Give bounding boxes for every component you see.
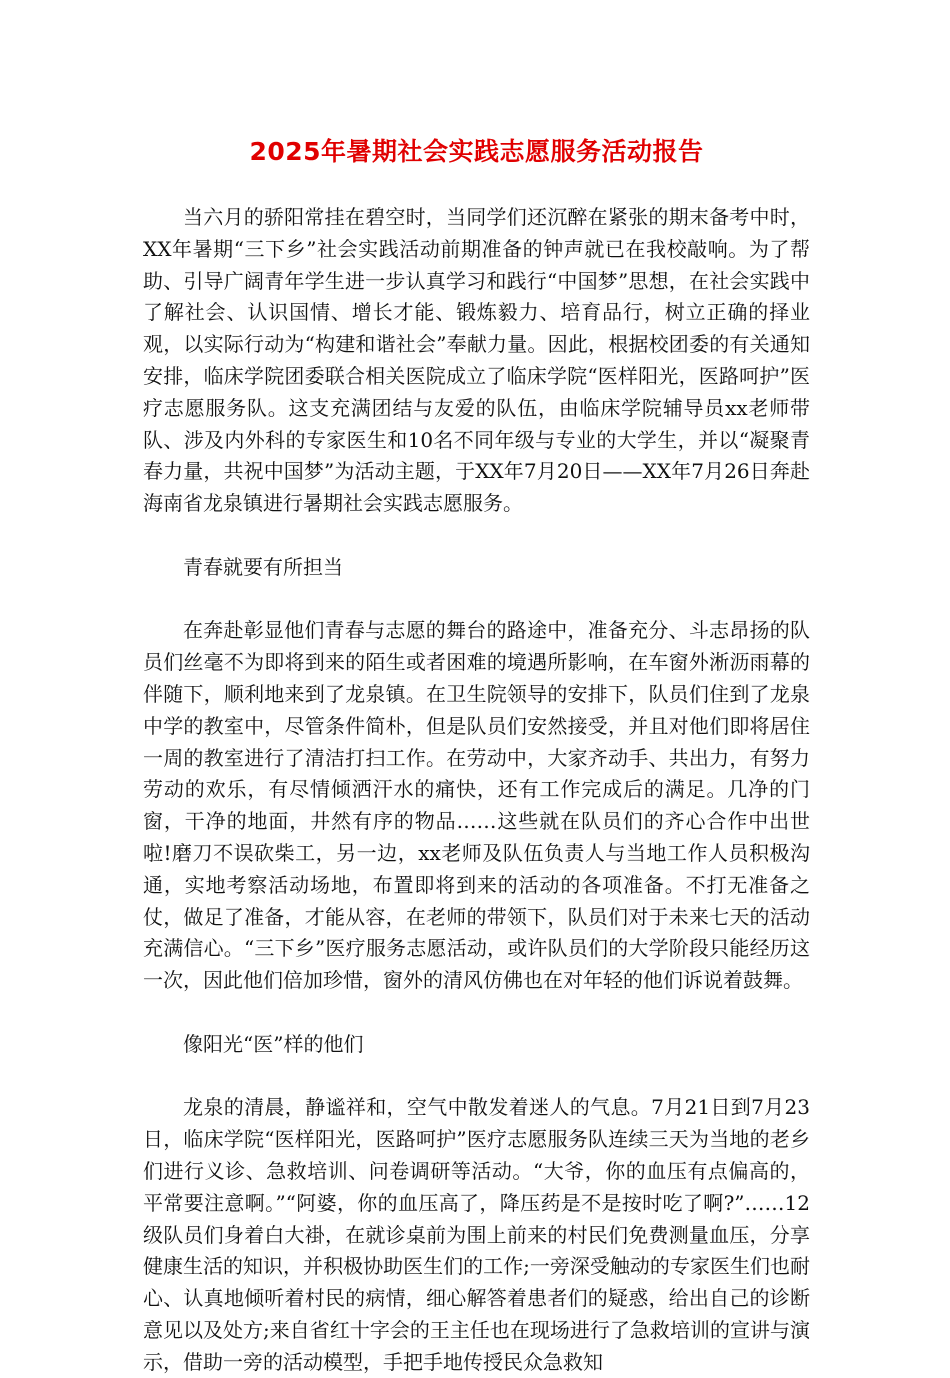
document-body	[143, 202, 810, 1378]
document-title: 2025年暑期社会实践志愿服务活动报告	[249, 137, 704, 166]
paragraph-arrival: 在奔赴彰显他们青春与志愿的舞台的路途中，准备充分、斗志昂扬的队员们丝毫不为即将到来的陌生或者困难的境遇所影响，在车窗外淅沥雨幕的伴随下，顺利地来到了龙泉镇。在卫生院领导的安排下，队员们住到了龙泉中学的教室中，尽管条件简朴，但是队员们安然接受，并且对他们即将居住一周的教室进行了清洁打扫工作。在劳动中，大家齐动手、共出力，有努力劳动的欢乐，有尽情倾洒汗水的痛快，还有工作完成后的满足。几净的门窗，干净的地面，井然有序的物品……这些就在队员们的齐心合作中出世啦!磨刀不误砍柴工，另一边，xx老师及队伍负责人与当地工作人员积极沟通，实地考察活动场地，布置即将到来的活动的各项准备。不打无准备之仗，做足了准备，才能从容，在老师的带领下，队员们对于未来七天的活动充满信心。“三下乡”医疗服务志愿活动，或许队员们的大学阶段只能经历这一次，因此他们倍加珍惜，窗外的清风仿佛也在对年轻的他们诉说着鼓舞。	[143, 618, 810, 993]
paragraph-intro: 当六月的骄阳常挂在碧空时，当同学们还沉醉在紧张的期末备考中时，XX年暑期“三下乡”社会实践活动前期准备的钟声就已在我校敲响。为了帮助、引导广阔青年学生进一步认真学习和践行“中国梦”思想，在社会实践中了解社会、认识国情、增长才能、锻炼毅力、培育品行，树立正确的择业观，以实际行动为“构建和谐社会”奉献力量。因此，根据校团委的有关通知安排，临床学院团委联合相关医院成立了临床学院“医样阳光，医路呵护”医疗志愿服务队。这支充满团结与友爱的队伍，由临床学院辅导员xx老师带队、涉及内外科的专家医生和10名不同年级与专业的大学生，并以“凝聚青春力量，共祝中国梦”为活动主题，于XX年7月20日——XX年7月26日奔赴海南省龙泉镇进行暑期社会实践志愿服务。	[143, 205, 810, 516]
paragraph-clinic: 龙泉的清晨，静谧祥和，空气中散发着迷人的气息。7月21日到7月23日，临床学院“医样阳光，医路呵护”医疗志愿服务队连续三天为当地的老乡们进行义诊、急救培训、问卷调研等活动。“大爷，你的血压有点偏高的，平常要注意啊。”“阿婆，你的血压高了，降压药是不是按时吃了啊?”……12级队员们身着白大褂，在就诊桌前为围上前来的村民们免费测量血压，分享健康生活的知识，并积极协助医生们的工作;一旁深受触动的专家医生们也耐心、认真地倾听着村民的病情，细心解答着患者们的疑惑，给出自己的诊断意见以及处方;来自省红十字会的王主任也在现场进行了急救培训的宣讲与演示，借助一旁的活动模型，手把手地传授民众急救知	[143, 1095, 810, 1374]
section-heading-responsibility: 青春就要有所担当	[183, 554, 343, 579]
section-heading-sunshine: 像阳光“医”样的他们	[183, 1031, 364, 1056]
